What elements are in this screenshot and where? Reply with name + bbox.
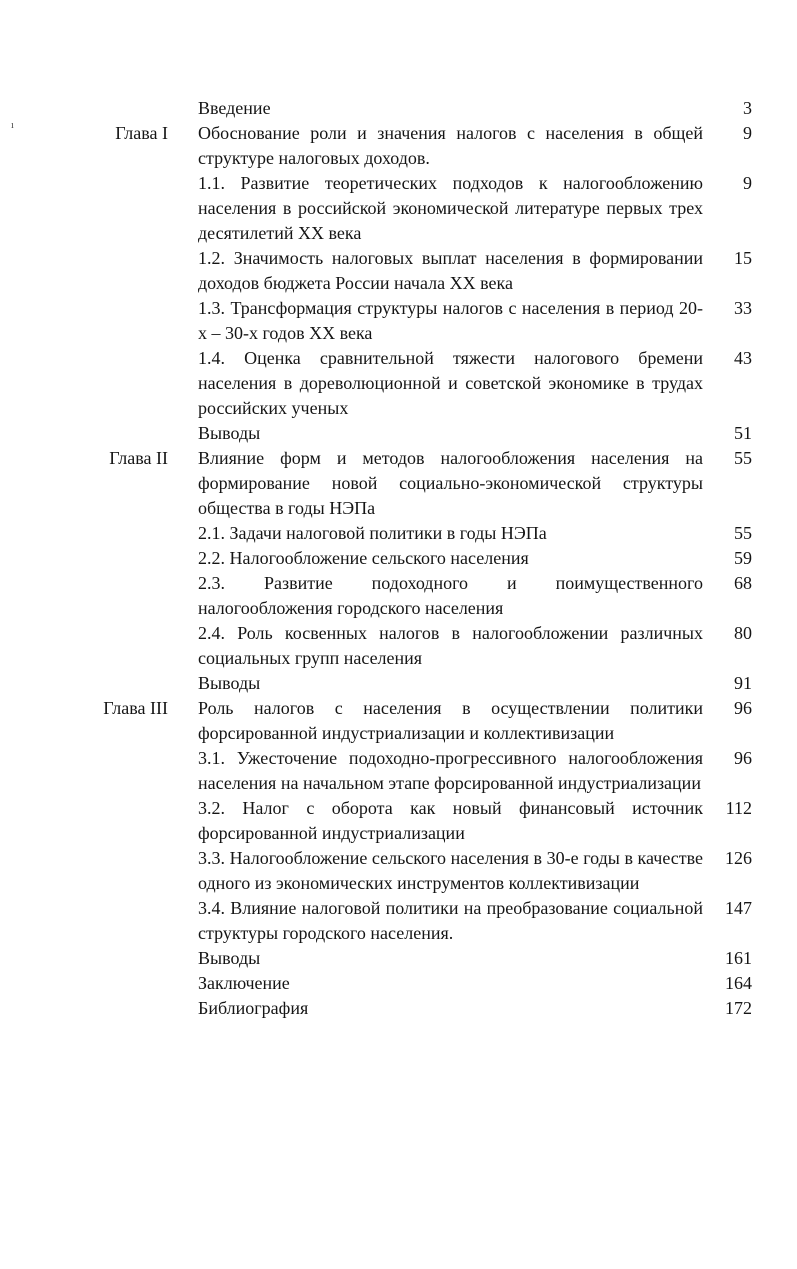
toc-chapter-1 [90, 121, 770, 171]
section-page: 68 [734, 573, 752, 593]
toc-section-2-3 [90, 571, 770, 621]
section-page: 96 [734, 748, 752, 768]
toc-section-3-2 [90, 796, 770, 846]
section-page: 126 [725, 848, 752, 868]
section-title: 3.2. Налог с оборота как новый финансовый источник форсированной индустриализации [198, 798, 703, 843]
toc-entry-page: 172 [725, 998, 752, 1018]
toc-section-1-4 [90, 346, 770, 421]
section-title: 1.3. Трансформация структуры налогов с населения в период 20-х – 30-х годов XX века [198, 298, 703, 343]
conclusion-page: 51 [734, 423, 752, 443]
section-title: 1.4. Оценка сравнительной тяжести налогового бремени населения в дореволюционной и советской экономике в трудах российских ученых [198, 348, 703, 418]
chapter-title: Влияние форм и методов налогообложения населения на формирование новой социально-экономической структуры общества в годы НЭПа [198, 448, 703, 518]
section-title: 1.1. Развитие теоретических подходов к налогообложению населения в российской экономической литературе первых трех десятилетий XX века [198, 173, 703, 243]
toc-section-3-3 [90, 846, 770, 896]
toc-section-2-1 [90, 521, 770, 546]
section-page: 59 [734, 548, 752, 568]
section-title: 3.4. Влияние налоговой политики на преобразование социальной структуры городского населения. [198, 898, 703, 943]
section-title: 2.3. Развитие подоходного и поимущественного налогообложения городского населения [198, 573, 703, 618]
section-title: 2.1. Задачи налоговой политики в годы НЭПа [198, 523, 547, 543]
toc-chapter-3 [90, 696, 770, 746]
chapter-page: 96 [734, 698, 752, 718]
chapter-title: Обоснование роли и значения налогов с населения в общей структуре налоговых доходов. [198, 123, 703, 168]
scan-mark: ı [11, 120, 14, 131]
toc-conclusion-2 [90, 671, 770, 696]
chapter-label: Глава II [109, 448, 168, 468]
section-title: 3.1. Ужесточение подоходно-прогрессивного налогообложения населения на начальном этапе форсированной индустриализации [198, 748, 703, 793]
section-page: 55 [734, 523, 752, 543]
section-title: 2.4. Роль косвенных налогов в налогообложении различных социальных групп населения [198, 623, 703, 668]
conclusion-title: Выводы [198, 948, 261, 968]
conclusion-page: 91 [734, 673, 752, 693]
section-title: 3.3. Налогообложение сельского населения в 30-е годы в качестве одного из экономических инструментов коллективизации [198, 848, 703, 893]
toc-entry-title: Введение [198, 98, 271, 118]
chapter-page: 9 [743, 123, 752, 143]
toc-conclusion-1 [90, 421, 770, 446]
section-page: 147 [725, 898, 752, 918]
chapter-title: Роль налогов с населения в осуществлении политики форсированной индустриализации и коллективизации [198, 698, 703, 743]
toc-entry-page: 3 [743, 98, 752, 118]
toc-section-1-1 [90, 171, 770, 246]
toc-entry-title: Заключение [198, 973, 290, 993]
chapter-label: Глава III [103, 698, 168, 718]
section-page: 80 [734, 623, 752, 643]
toc-section-2-4 [90, 621, 770, 671]
toc-section-2-2 [90, 546, 770, 571]
toc-chapter-2 [90, 446, 770, 521]
chapter-page: 55 [734, 448, 752, 468]
conclusion-title: Выводы [198, 673, 261, 693]
toc-section-3-1 [90, 746, 770, 796]
section-page: 43 [734, 348, 752, 368]
toc-section-3-4 [90, 896, 770, 946]
conclusion-title: Выводы [198, 423, 261, 443]
toc-entry-bibliography [90, 996, 770, 1021]
toc-section-1-3 [90, 296, 770, 346]
section-title: 2.2. Налогообложение сельского населения [198, 548, 529, 568]
section-title: 1.2. Значимость налоговых выплат населения в формировании доходов бюджета России начала XX века [198, 248, 703, 293]
toc-entry-intro [90, 96, 770, 121]
table-of-contents [90, 96, 770, 1021]
section-page: 9 [743, 173, 752, 193]
chapter-label: Глава I [115, 123, 168, 143]
toc-entry-conclusion [90, 971, 770, 996]
toc-entry-title: Библиография [198, 998, 309, 1018]
toc-conclusion-3 [90, 946, 770, 971]
conclusion-page: 161 [725, 948, 752, 968]
section-page: 112 [725, 798, 752, 818]
section-page: 15 [734, 248, 752, 268]
toc-section-1-2 [90, 246, 770, 296]
section-page: 33 [734, 298, 752, 318]
toc-entry-page: 164 [725, 973, 752, 993]
